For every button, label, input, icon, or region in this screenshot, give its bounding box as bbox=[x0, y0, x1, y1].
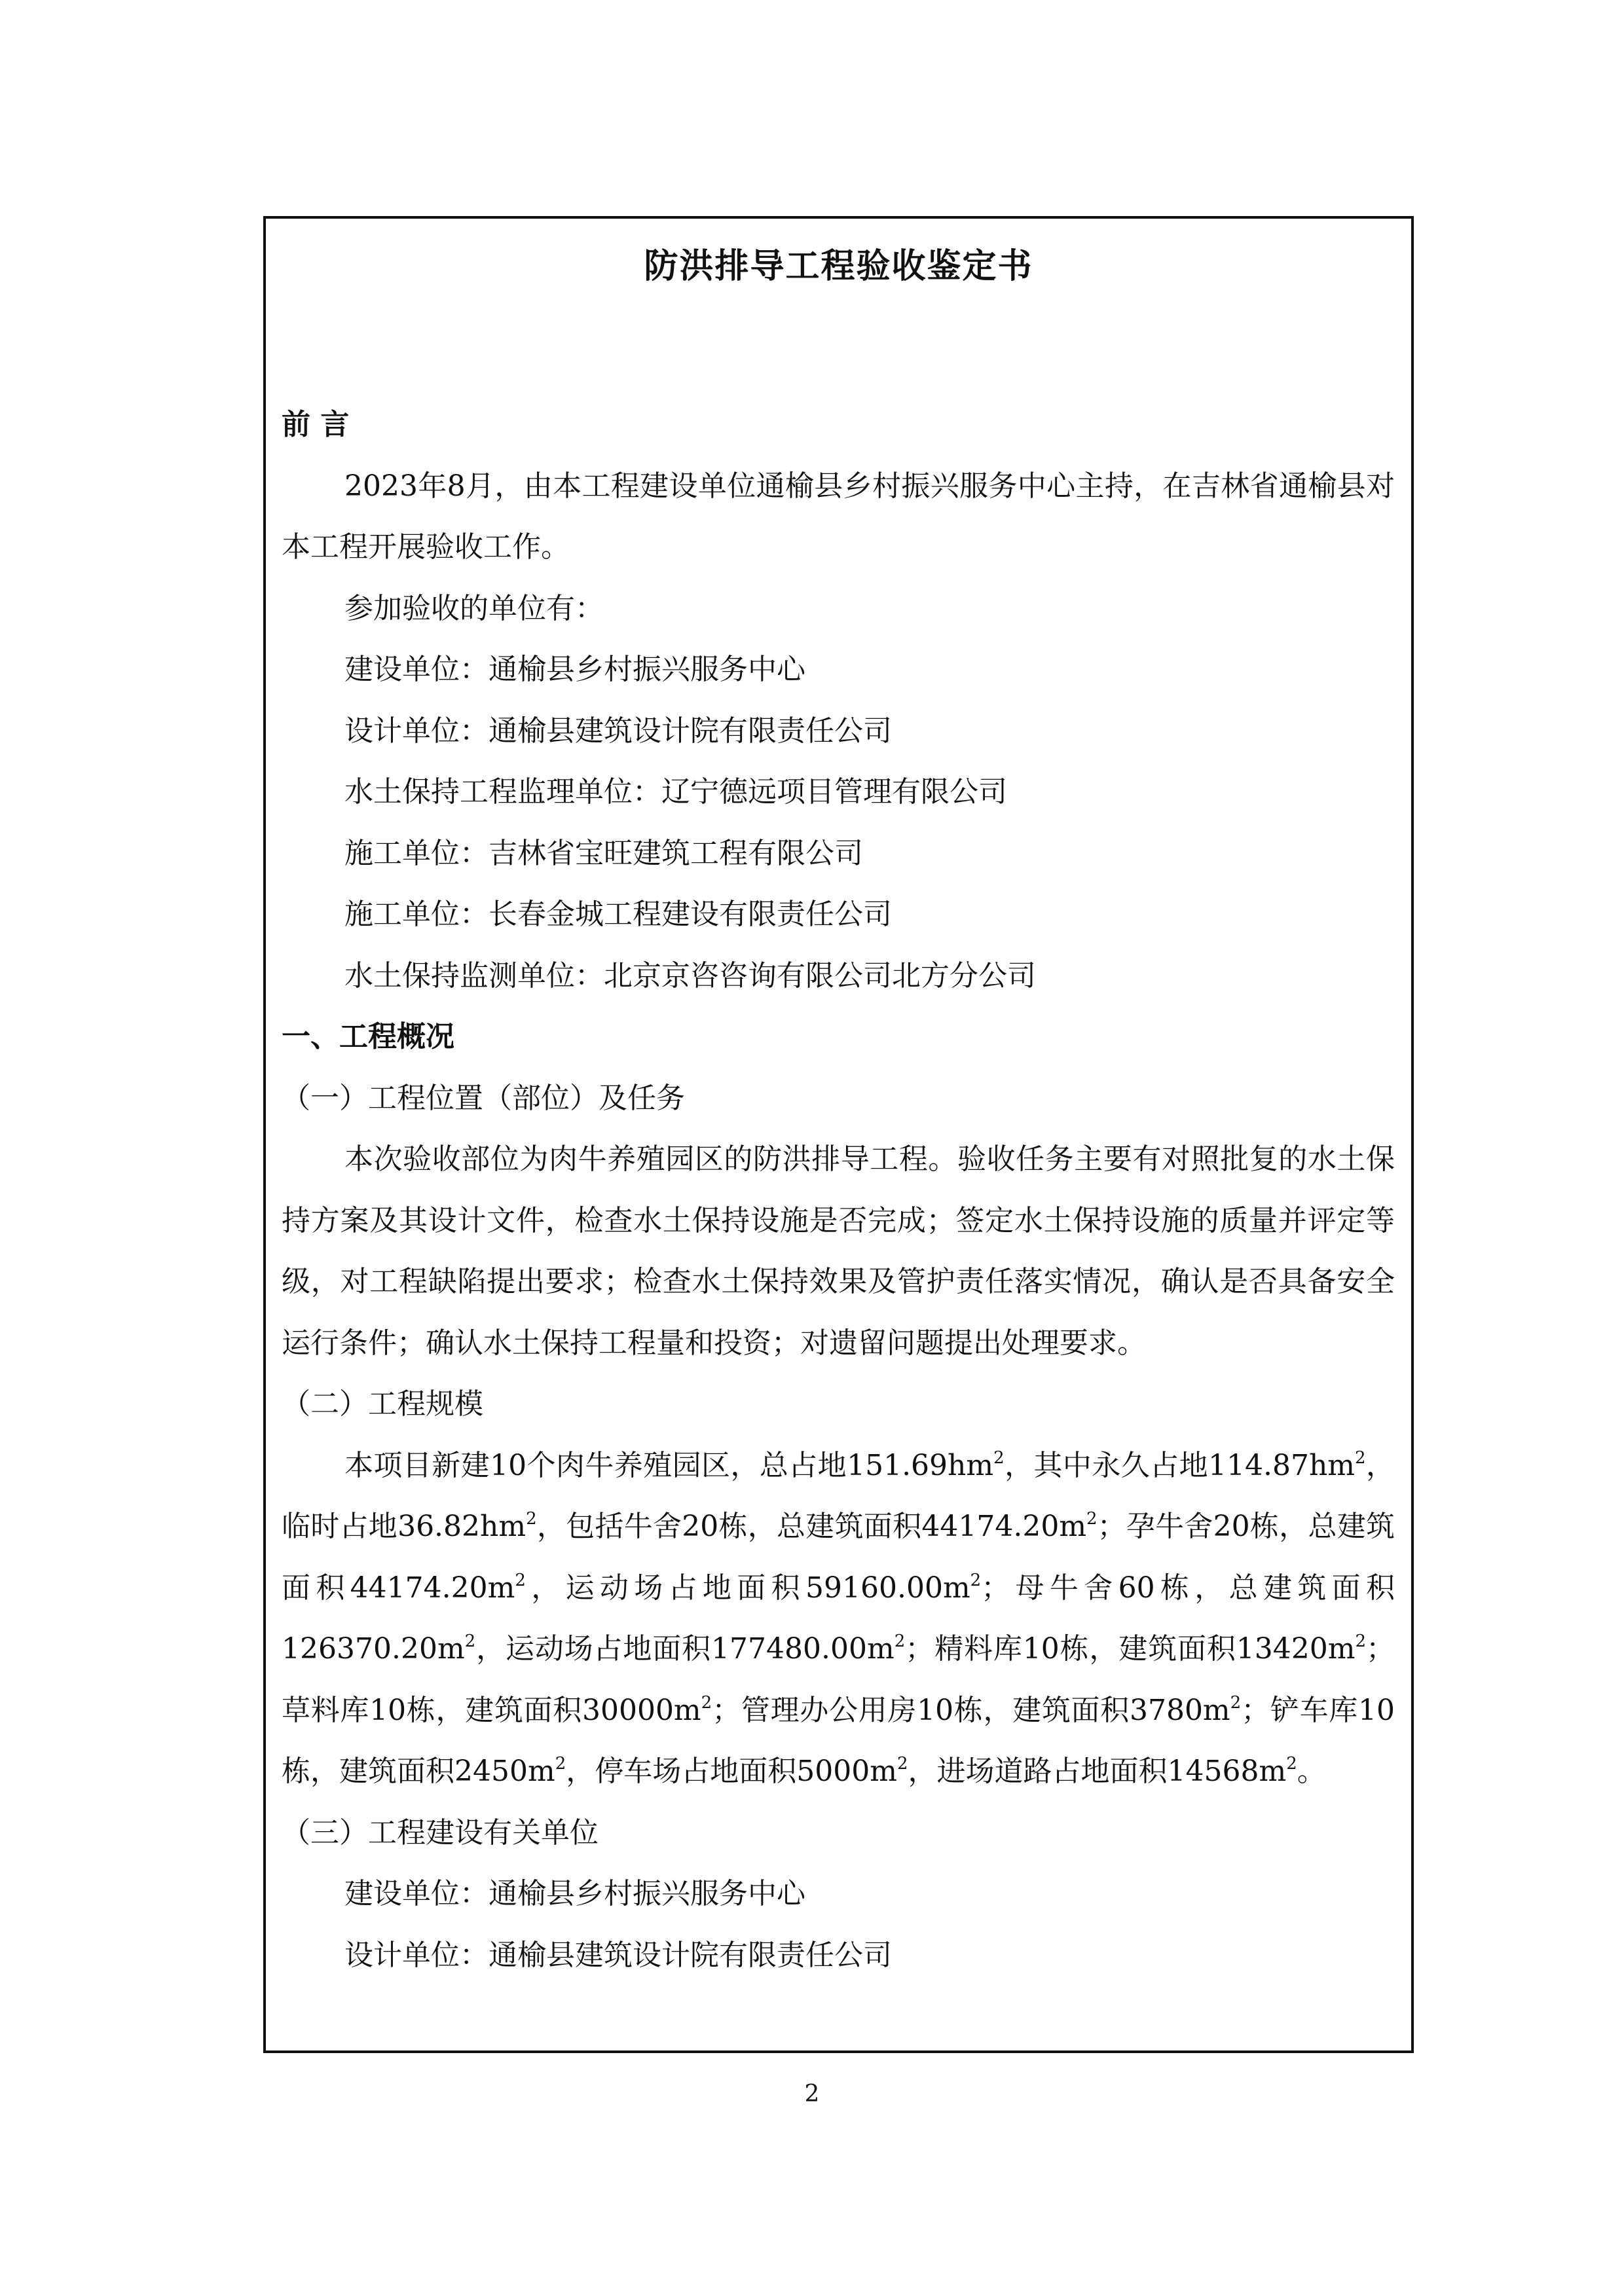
section-1-3-heading: （三）工程建设有关单位 bbox=[282, 1815, 599, 1850]
section-1-1-text: 本次验收部位为肉牛养殖园区的防洪排导工程。验收任务主要有对照批复的水土保持方案及其设计文件，检查水土保持设施是否完成；签定水土保持设施的质量并评定等级，对工程缺陷提出要求；检查水土保持效果及管护责任落实情况，确认是否具备安全运行条件；确认水土保持工程量和投资；对遗留问题提出处理要求。 bbox=[282, 1142, 1395, 1360]
related-unit-construction: 建设单位：通榆县乡村振兴服务中心 bbox=[344, 1877, 805, 1910]
superscript: 2 bbox=[896, 1754, 908, 1774]
scale-text-12: ；铲车库10栋，建筑面积2450m bbox=[282, 1693, 1395, 1788]
superscript: 2 bbox=[1086, 1509, 1098, 1529]
scale-text-14: ，进场道路占地面积14568m bbox=[908, 1755, 1287, 1788]
section-1-1-heading: （一）工程位置（部位）及任务 bbox=[282, 1081, 685, 1115]
superscript: 2 bbox=[464, 1631, 476, 1651]
preface-intro: 2023年8月，由本工程建设单位通榆县乡村振兴服务中心主持，在吉林省通榆县对本工程开展验收工作。 bbox=[282, 469, 1395, 564]
unit-supervision: 水土保持工程监理单位：辽宁德远项目管理有限公司 bbox=[344, 775, 1007, 809]
scale-text-10: ；草料库10栋，建筑面积30000m bbox=[282, 1632, 1395, 1727]
superscript: 2 bbox=[894, 1631, 906, 1651]
superscript: 2 bbox=[970, 1570, 982, 1590]
preface-heading: 前 言 bbox=[282, 408, 350, 441]
superscript: 2 bbox=[555, 1754, 566, 1774]
scale-text-15: 。 bbox=[1297, 1755, 1326, 1788]
document-frame bbox=[263, 216, 1414, 2053]
scale-text-1: 本项目新建10个肉牛养殖园区，总占地151.69hm bbox=[344, 1448, 994, 1482]
document-body bbox=[282, 394, 1395, 1986]
scale-text-6: ，运动场占地面积59160.00m bbox=[525, 1571, 970, 1605]
page-number: 2 bbox=[804, 2081, 820, 2107]
section-1-2-heading: （二）工程规模 bbox=[282, 1387, 483, 1421]
scale-text-8: ，运动场占地面积177480.00m bbox=[475, 1632, 895, 1666]
scale-text-5: ；孕牛舍20栋，总建筑面积44174.20m bbox=[282, 1510, 1395, 1605]
superscript: 2 bbox=[1230, 1692, 1242, 1713]
superscript: 2 bbox=[1355, 1631, 1366, 1651]
scale-text-4: ，包括牛舍20栋，总建筑面积44174.20m bbox=[536, 1510, 1087, 1543]
participants-label: 参加验收的单位有： bbox=[344, 591, 604, 625]
superscript: 2 bbox=[515, 1570, 526, 1590]
superscript: 2 bbox=[526, 1509, 537, 1529]
scale-text-13: ，停车场占地面积5000m bbox=[566, 1755, 897, 1788]
superscript: 2 bbox=[1286, 1754, 1297, 1774]
unit-design: 设计单位：通榆县建筑设计院有限责任公司 bbox=[344, 714, 892, 748]
section-1-2-text bbox=[282, 1435, 1395, 1802]
document-title: 防洪排导工程验收鉴定书 bbox=[644, 246, 1033, 286]
scale-text-9: ；精料库10栋，建筑面积13420m bbox=[905, 1632, 1356, 1666]
unit-contractor-1: 施工单位：吉林省宝旺建筑工程有限公司 bbox=[344, 836, 863, 870]
superscript: 2 bbox=[993, 1448, 1005, 1468]
unit-contractor-2: 施工单位：长春金城工程建设有限责任公司 bbox=[344, 898, 892, 931]
section-1-heading: 一、工程概况 bbox=[282, 1020, 454, 1053]
scale-text-3: ，临时占地36.82hm bbox=[282, 1448, 1395, 1543]
scale-text-2: ，其中永久占地114.87hm bbox=[1004, 1448, 1356, 1482]
related-unit-design: 设计单位：通榆县建筑设计院有限责任公司 bbox=[344, 1938, 892, 1972]
unit-monitoring: 水土保持监测单位：北京京咨咨询有限公司北方分公司 bbox=[344, 958, 1036, 993]
superscript: 2 bbox=[1355, 1448, 1366, 1468]
scale-text-7: ；母牛舍60栋，总建筑面积126370.20m bbox=[282, 1571, 1395, 1666]
superscript: 2 bbox=[701, 1692, 712, 1713]
scale-text-11: ；管理办公用房10栋，建筑面积3780m bbox=[712, 1693, 1230, 1727]
unit-construction: 建设单位：通榆县乡村振兴服务中心 bbox=[344, 653, 805, 686]
